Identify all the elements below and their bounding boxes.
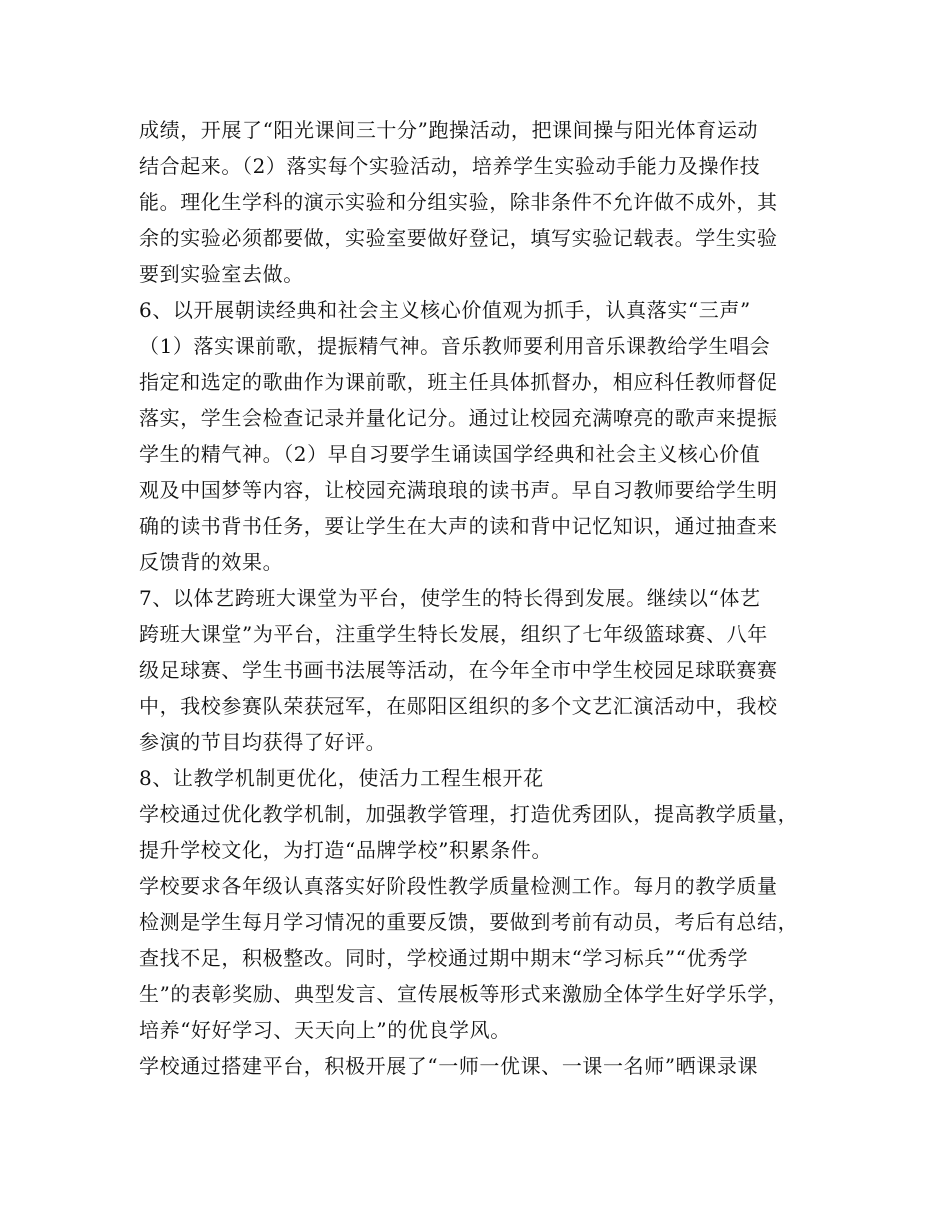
text-line: 查找不足，积极整改。同时，学校通过期中期末“学习标兵”“优秀学 <box>139 946 749 970</box>
text-line: 提升学校文化，为打造“品牌学校”积累条件。 <box>139 838 553 862</box>
text-line: 学校通过优化教学机制，加强教学管理，打造优秀团队，提高教学质量， <box>139 802 799 826</box>
text-line: 培养“好好学习、天天向上”的优良学风。 <box>139 1018 511 1042</box>
text-line: 检测是学生每月学习情况的重要反馈，要做到考前有动员，考后有总结， <box>139 910 799 934</box>
text-line: 参演的节目均获得了好评。 <box>139 730 387 754</box>
text-line: 落实，学生会检查记录并量化记分。通过让校园充满嘹亮的歌声来提振 <box>139 406 778 430</box>
text-line: 结合起来。（2）落实每个实验活动，培养学生实验动手能力及操作技 <box>139 154 761 178</box>
text-line: 反馈背的效果。 <box>139 550 284 574</box>
text-line: （1）落实课前歌，提振精气神。音乐教师要利用音乐课教给学生唱会 <box>139 334 771 358</box>
text-line: 跨班大课堂”为平台，注重学生特长发展，组织了七年级篮球赛、八年 <box>139 622 768 646</box>
text-line: 余的实验必须都要做，实验室要做好登记，填写实验记载表。学生实验 <box>139 226 778 250</box>
text-line: 成绩，开展了“阳光课间三十分”跑操活动，把课间操与阳光体育运动 <box>139 118 759 142</box>
text-line: 要到实验室去做。 <box>139 262 304 286</box>
text-line: 确的读书背书任务，要让学生在大声的读和背中记忆知识，通过抽查来 <box>139 514 778 538</box>
text-line: 学校通过搭建平台，积极开展了“一师一优课、一课一名师”晒课录课 <box>139 1054 759 1078</box>
text-line: 7、以体艺跨班大课堂为平台，使学生的特长得到发展。继续以“体艺 <box>139 586 761 610</box>
document-body <box>139 112 823 1084</box>
text-line: 中，我校参赛队荣获冠军，在郧阳区组织的多个文艺汇演活动中，我校 <box>139 694 778 718</box>
text-line: 学校要求各年级认真落实好阶段性教学质量检测工作。每月的教学质量 <box>139 874 778 898</box>
text-line: 生”的表彰奖励、典型发言、宣传展板等形式来激励全体学生好学乐学， <box>139 982 789 1006</box>
text-line: 级足球赛、学生书画书法展等活动，在今年全市中学生校园足球联赛赛 <box>139 658 778 682</box>
text-line: 观及中国梦等内容，让校园充满琅琅的读书声。早自习教师要给学生明 <box>139 478 778 502</box>
text-line: 指定和选定的歌曲作为课前歌，班主任具体抓督办，相应科任教师督促 <box>139 370 778 394</box>
text-line: 6、以开展朝读经典和社会主义核心价值观为抓手，认真落实“三声” <box>139 298 751 322</box>
text-line: 8、让教学机制更优化，使活力工程生根开花 <box>139 766 544 790</box>
text-line: 学生的精气神。（2）早自习要学生诵读国学经典和社会主义核心价值 <box>139 442 761 466</box>
text-line: 能。理化生学科的演示实验和分组实验，除非条件不允许做不成外，其 <box>139 190 778 214</box>
